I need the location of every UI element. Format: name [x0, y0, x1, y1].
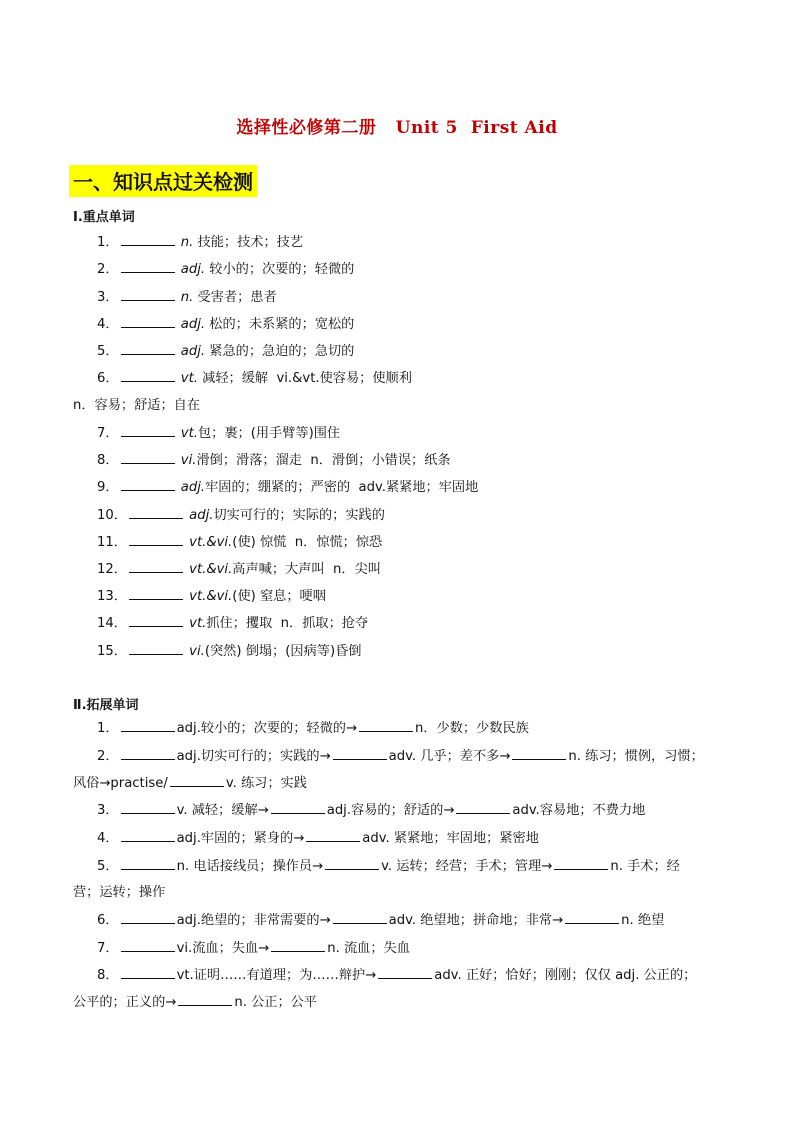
item-number: 2． [97, 262, 119, 277]
item-definition: 高声喊；大声叫 n．尖叫 [232, 562, 381, 577]
p2-line-8 [97, 966, 696, 985]
item-definition: 技能；技术；技艺 [193, 235, 304, 250]
item-number: 10． [97, 508, 127, 523]
answer-blank[interactable] [271, 939, 325, 952]
p1-item [97, 533, 382, 552]
part-of-speech: n. [180, 235, 194, 250]
answer-blank[interactable] [121, 719, 175, 732]
item-definition: 包；裹；(用手臂等)围住 [197, 426, 341, 441]
item-text: n．少数；少数民族 [415, 721, 529, 736]
answer-blank[interactable] [129, 587, 183, 600]
item-text: vt.证明……有道理；为……辩护→ [176, 968, 377, 983]
p2-line-5-cont [73, 884, 165, 902]
item-number: 3． [97, 803, 119, 818]
p2-line-6 [97, 911, 664, 930]
p2-line-5 [97, 857, 680, 876]
item-number: 1． [97, 235, 119, 250]
p1-item [97, 560, 381, 579]
part-of-speech: adj. [180, 480, 206, 495]
item-text: adj.容易的；舒适的→ [326, 803, 455, 818]
item-text: adj.牢固的；紧身的→ [176, 831, 305, 846]
answer-blank[interactable] [121, 939, 175, 952]
answer-blank[interactable] [565, 911, 619, 924]
answer-blank[interactable] [121, 451, 175, 464]
answer-blank[interactable] [129, 614, 183, 627]
part-of-speech: adj. [180, 262, 206, 277]
item-definition: 抓住；攫取 n．抓取；抢夺 [206, 616, 369, 631]
item-number: 5． [97, 344, 119, 359]
item-number: 5． [97, 859, 119, 874]
item-text: adv.容易地；不费力地 [512, 803, 646, 818]
item-text: n. 绝望 [621, 913, 665, 928]
answer-blank[interactable] [121, 369, 175, 382]
page-title: 选择性必修第二册 Unit 5 First Aid [236, 118, 558, 138]
p1-item [97, 614, 368, 633]
item-text: 公平的；正义的→ [73, 995, 177, 1010]
item-number: 7． [97, 426, 119, 441]
item-text: adv. 正好；恰好；刚刚；仅仅 adj. 公正的； [434, 968, 697, 983]
p2-line-2-cont [73, 774, 307, 793]
item-text: adv. 绝望地；拼命地；非常→ [388, 913, 564, 928]
item-definition: (突然) 倒塌；(因病等)昏倒 [204, 644, 362, 659]
part-of-speech: vt. [180, 426, 198, 441]
answer-blank[interactable] [325, 857, 379, 870]
p1-item [97, 260, 354, 279]
p1-item [97, 369, 412, 388]
answer-blank[interactable] [129, 642, 183, 655]
answer-blank[interactable] [333, 747, 387, 760]
part2-heading: Ⅱ.拓展单词 [73, 698, 139, 713]
item-text: v. 运转；经营；手术；管理→ [381, 859, 553, 874]
answer-blank[interactable] [121, 911, 175, 924]
item-definition: 较小的；次要的；轻微的 [205, 262, 355, 277]
item-definition: (使) 惊慌 n．惊慌；惊恐 [232, 535, 383, 550]
item-number: 4． [97, 831, 119, 846]
item-definition: 滑倒；滑落；溜走 n．滑倒；小错误；纸条 [196, 453, 451, 468]
p2-line-2 [97, 747, 704, 766]
p1-item [97, 478, 478, 497]
item-text: adj.较小的；次要的；轻微的→ [176, 721, 357, 736]
part-of-speech: vt.&vi. [189, 535, 233, 550]
item-text: n. 电话接线员；操作员→ [176, 859, 324, 874]
item-text: n. 手术；经 [610, 859, 680, 874]
item-number: 2． [97, 749, 119, 764]
p2-line-3 [97, 801, 645, 820]
item-number: 8． [97, 453, 119, 468]
answer-blank[interactable] [170, 774, 224, 787]
item-text: adj.绝望的；非常需要的→ [176, 913, 331, 928]
answer-blank[interactable] [121, 288, 175, 301]
answer-blank[interactable] [512, 747, 566, 760]
part-of-speech: vi. [189, 644, 205, 659]
item-definition: 切实可行的；实际的；实践的 [213, 508, 385, 523]
item-text: n. 公正；公平 [234, 995, 318, 1010]
item-number: 6． [97, 913, 119, 928]
item-text: adj.切实可行的；实践的→ [176, 749, 331, 764]
part1-heading: Ⅰ.重点单词 [73, 210, 135, 225]
p1-item [97, 424, 340, 443]
item-definition: 减轻；缓解 vi.&vt.使容易；使顺利 [197, 371, 412, 386]
item-text: vi.流血；失血→ [176, 941, 270, 956]
answer-blank[interactable] [121, 260, 175, 273]
item-text: v. 减轻；缓解→ [176, 803, 269, 818]
item-definition: (使) 窒息；哽咽 [232, 589, 326, 604]
p1-item [97, 233, 303, 252]
answer-blank[interactable] [129, 560, 183, 573]
answer-blank[interactable] [456, 801, 510, 814]
item-definition: 紧急的；急迫的；急切的 [205, 344, 355, 359]
answer-blank[interactable] [121, 801, 175, 814]
answer-blank[interactable] [554, 857, 608, 870]
p1-item [97, 451, 451, 470]
item-definition: 牢固的；绷紧的；严密的 adv.紧紧地；牢固地 [205, 480, 479, 495]
answer-blank[interactable] [378, 966, 432, 979]
answer-blank[interactable] [359, 719, 413, 732]
part-of-speech: adj. [189, 508, 214, 523]
p1-item [97, 587, 326, 606]
item-number: 11． [97, 535, 127, 550]
answer-blank[interactable] [178, 993, 232, 1006]
section-heading: 一、知识点过关检测 [69, 165, 257, 197]
item-number: 13． [97, 589, 127, 604]
part-of-speech: adj. [180, 344, 206, 359]
part-of-speech: vt. [189, 616, 207, 631]
item-text: n. 练习；惯例，习惯； [568, 749, 704, 764]
p2-line-4 [97, 829, 539, 848]
answer-blank[interactable] [121, 478, 175, 491]
part-of-speech: vt.&vi. [189, 589, 233, 604]
p1-item [97, 506, 385, 525]
p1-item [97, 288, 277, 307]
answer-blank[interactable] [333, 911, 387, 924]
p1-item-cont: n．容易；舒适；自在 [73, 398, 201, 413]
item-text: n. 流血；失血 [327, 941, 410, 956]
item-text: adv. 几乎；差不多→ [388, 749, 511, 764]
answer-blank[interactable] [121, 829, 175, 842]
p2-line-1 [97, 719, 529, 738]
part-of-speech: vt.&vi. [189, 562, 233, 577]
item-text: v. 练习；实践 [225, 776, 307, 791]
item-number: 9． [97, 480, 119, 495]
p1-item [97, 315, 354, 334]
answer-blank[interactable] [121, 747, 175, 760]
answer-blank[interactable] [121, 342, 175, 355]
item-definition: 受害者；患者 [193, 290, 277, 305]
item-number: 3． [97, 290, 119, 305]
answer-blank[interactable] [129, 533, 183, 546]
part-of-speech: vt. [180, 371, 198, 386]
answer-blank[interactable] [121, 315, 175, 328]
item-number: 12． [97, 562, 127, 577]
item-number: 8． [97, 968, 119, 983]
answer-blank[interactable] [129, 506, 183, 519]
answer-blank[interactable] [306, 829, 360, 842]
p1-item [97, 642, 362, 661]
part-of-speech: n. [180, 290, 194, 305]
answer-blank[interactable] [121, 857, 175, 870]
answer-blank[interactable] [121, 966, 175, 979]
p2-line-8-cont [73, 993, 317, 1012]
p1-item [97, 342, 354, 361]
answer-blank[interactable] [121, 233, 175, 246]
p2-line-7 [97, 939, 410, 958]
part-of-speech: vi. [180, 453, 197, 468]
item-text: 风俗→practise/ [73, 776, 168, 791]
item-number: 4． [97, 317, 119, 332]
item-number: 15． [97, 644, 127, 659]
answer-blank[interactable] [271, 801, 325, 814]
answer-blank[interactable] [121, 424, 175, 437]
part-of-speech: adj. [180, 317, 206, 332]
item-definition: 松的；未系紧的；宽松的 [205, 317, 355, 332]
item-text: adv. 紧紧地；牢固地；紧密地 [362, 831, 539, 846]
item-number: 1． [97, 721, 119, 736]
item-number: 6． [97, 371, 119, 386]
item-text: 营；运转；操作 [73, 885, 166, 900]
item-number: 7． [97, 941, 119, 956]
item-number: 14． [97, 616, 127, 631]
